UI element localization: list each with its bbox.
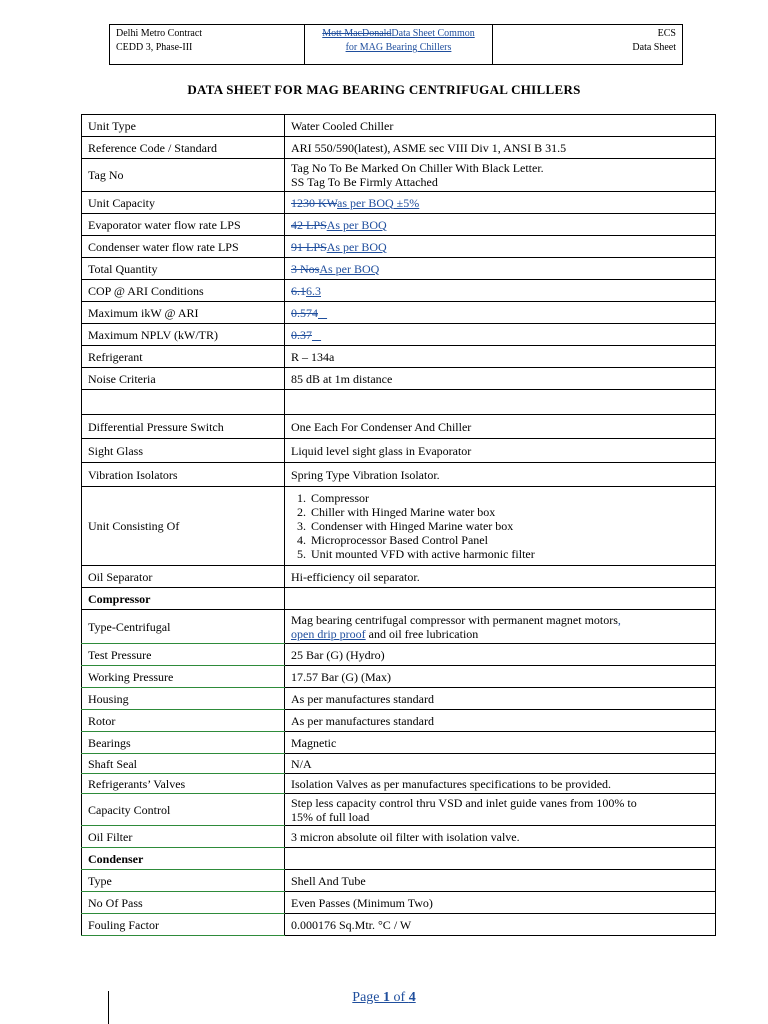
component-list: [291, 491, 709, 561]
row-value: Isolation Valves as per manufactures specifications to be provided.: [285, 774, 716, 794]
table-row: [82, 754, 716, 774]
section-row-condenser: [82, 848, 716, 870]
row-value-line: SS Tag To Be Firmly Attached: [291, 175, 438, 189]
row-value: [285, 794, 716, 826]
row-label: Sight Glass: [82, 439, 285, 463]
table-row: [82, 610, 716, 644]
row-label: Fouling Factor: [82, 914, 285, 936]
header-title-line1: Data Sheet Common: [391, 28, 475, 39]
row-label: Oil Filter: [82, 826, 285, 848]
row-value: Spring Type Vibration Isolator.: [285, 463, 716, 487]
table-row: [82, 892, 716, 914]
row-label: Unit Capacity: [82, 192, 285, 214]
row-label: Unit Consisting Of: [82, 487, 285, 566]
row-label: Condenser water flow rate LPS: [82, 236, 285, 258]
inserted-text: _: [312, 327, 321, 342]
row-label: COP @ ARI Conditions: [82, 280, 285, 302]
table-row: [82, 346, 716, 368]
deleted-text: 42 LPS: [291, 217, 327, 232]
row-value: Water Cooled Chiller: [285, 115, 716, 137]
table-row: [82, 258, 716, 280]
header-phase: CEDD 3, Phase-III: [116, 42, 193, 53]
row-value: [285, 236, 716, 258]
row-label: [82, 390, 285, 415]
table-row: [82, 710, 716, 732]
row-value: Even Passes (Minimum Two): [285, 892, 716, 914]
row-label: Reference Code / Standard: [82, 137, 285, 159]
table-row: [82, 368, 716, 390]
row-label: Refrigerant: [82, 346, 285, 368]
inserted-text: As per BOQ: [319, 261, 380, 276]
row-value: ARI 550/590(latest), ASME sec VIII Div 1, ANSI B 31.5: [285, 137, 716, 159]
list-item: 1. Compressor: [309, 491, 709, 505]
header-contract-cell: [110, 25, 305, 64]
table-row: [82, 666, 716, 688]
row-value-text: Mag bearing centrifugal compressor with permanent magnet motors: [291, 612, 618, 627]
deleted-text: 0.574: [291, 305, 318, 320]
row-label: Evaporator water flow rate LPS: [82, 214, 285, 236]
table-row: [82, 732, 716, 754]
table-row: [82, 159, 716, 192]
row-label: Vibration Isolators: [82, 463, 285, 487]
inserted-text: ,: [617, 612, 621, 627]
row-label: Total Quantity: [82, 258, 285, 280]
table-row: [82, 794, 716, 826]
row-value: 85 dB at 1m distance: [285, 368, 716, 390]
row-label: Refrigerants’ Valves: [82, 774, 285, 794]
row-value: 17.57 Bar (G) (Max): [285, 666, 716, 688]
table-row: [82, 774, 716, 794]
footer-page-total: 4: [408, 990, 416, 1005]
table-row: [82, 439, 716, 463]
header-deleted-text: Mott MacDonald: [322, 28, 392, 39]
row-value-line: Tag No To Be Marked On Chiller With Black Letter.: [291, 161, 544, 175]
row-value: As per manufactures standard: [285, 688, 716, 710]
row-value-text: and oil free lubrication: [365, 626, 479, 641]
row-value: [285, 610, 716, 644]
row-label: Oil Separator: [82, 566, 285, 588]
deleted-text: 6.1: [291, 283, 306, 298]
footer-page-number: 1: [383, 990, 391, 1005]
row-value: Shell And Tube: [285, 870, 716, 892]
table-row: [82, 644, 716, 666]
table-row: [82, 688, 716, 710]
header-ecs: ECS: [657, 28, 676, 39]
row-value: [285, 159, 716, 192]
row-value: [285, 588, 716, 610]
row-label: Maximum NPLV (kW/TR): [82, 324, 285, 346]
row-value: [285, 324, 716, 346]
row-value: [285, 280, 716, 302]
header-title-line2: for MAG Bearing Chillers: [345, 42, 452, 53]
table-row: [82, 280, 716, 302]
table-row: [82, 192, 716, 214]
row-label: Tag No: [82, 159, 285, 192]
row-value: [285, 487, 716, 566]
row-value: Liquid level sight glass in Evaporator: [285, 439, 716, 463]
data-sheet-table: [81, 114, 716, 936]
header-data-sheet: Data Sheet: [632, 42, 676, 53]
table-row: [82, 463, 716, 487]
row-label: Bearings: [82, 732, 285, 754]
header-contract: Delhi Metro Contract: [116, 28, 203, 39]
row-value: 0.000176 Sq.Mtr. °C / W: [285, 914, 716, 936]
row-label: Type: [82, 870, 285, 892]
header-doc-type-cell: [493, 25, 682, 64]
row-value: R – 134a: [285, 346, 716, 368]
list-item: 2. Chiller with Hinged Marine water box: [309, 505, 709, 519]
row-label: No Of Pass: [82, 892, 285, 914]
header-title-cell: [305, 25, 493, 64]
row-label: Differential Pressure Switch: [82, 415, 285, 439]
table-row: [82, 914, 716, 936]
row-value: [285, 258, 716, 280]
page-title: DATA SHEET FOR MAG BEARING CENTRIFUGAL CHILLERS: [187, 82, 581, 97]
table-row: [82, 566, 716, 588]
row-value: N/A: [285, 754, 716, 774]
row-value: Hi-efficiency oil separator.: [285, 566, 716, 588]
deleted-text: 0.37: [291, 327, 312, 342]
row-label: Type-Centrifugal: [82, 610, 285, 644]
row-value-line: Step less capacity control thru VSD and inlet guide vanes from 100% to: [291, 795, 637, 810]
section-row-compressor: [82, 588, 716, 610]
row-value: 25 Bar (G) (Hydro): [285, 644, 716, 666]
inserted-text: As per BOQ: [326, 239, 387, 254]
row-value: Magnetic: [285, 732, 716, 754]
row-value: 3 micron absolute oil filter with isolation valve.: [285, 826, 716, 848]
row-value: [285, 390, 716, 415]
table-row: [82, 214, 716, 236]
inserted-text: 6.3: [306, 283, 321, 298]
footer-page-word: Page: [352, 990, 384, 1005]
row-label: Test Pressure: [82, 644, 285, 666]
table-row: [82, 115, 716, 137]
inserted-text: As per BOQ: [326, 217, 387, 232]
row-value: [285, 302, 716, 324]
table-row: [82, 390, 716, 415]
table-row: [82, 137, 716, 159]
deleted-text: 1230 KW: [291, 195, 338, 210]
row-label: Maximum ikW @ ARI: [82, 302, 285, 324]
section-heading: Condenser: [82, 848, 285, 870]
table-row: [82, 487, 716, 566]
deleted-text: 91 LPS: [291, 239, 327, 254]
row-label: Capacity Control: [82, 794, 285, 826]
row-value: [285, 214, 716, 236]
table-row: [82, 870, 716, 892]
section-heading: Compressor: [82, 588, 285, 610]
table-row: [82, 236, 716, 258]
list-item: 4. Microprocessor Based Control Panel: [309, 533, 709, 547]
table-row: [82, 302, 716, 324]
row-label: Housing: [82, 688, 285, 710]
row-label: Rotor: [82, 710, 285, 732]
inserted-text: as per BOQ ±5%: [337, 195, 420, 210]
table-row: [82, 415, 716, 439]
table-row: [82, 324, 716, 346]
list-item: 5. Unit mounted VFD with active harmonic filter: [309, 547, 709, 561]
inserted-text: _: [318, 305, 327, 320]
deleted-text: 3 Nos: [291, 261, 320, 276]
list-item: 3. Condenser with Hinged Marine water box: [309, 519, 709, 533]
row-label: Noise Criteria: [82, 368, 285, 390]
document-header: [109, 24, 683, 65]
row-value-line: 15% of full load: [291, 809, 370, 824]
row-value: [285, 192, 716, 214]
row-value: [285, 848, 716, 870]
row-label: Unit Type: [82, 115, 285, 137]
row-value: As per manufactures standard: [285, 710, 716, 732]
row-label: Shaft Seal: [82, 754, 285, 774]
table-row: [82, 826, 716, 848]
page-footer: [0, 990, 768, 1006]
footer-of-word: of: [390, 990, 409, 1005]
row-value: One Each For Condenser And Chiller: [285, 415, 716, 439]
row-label: Working Pressure: [82, 666, 285, 688]
inserted-text: open drip proof: [291, 626, 366, 641]
